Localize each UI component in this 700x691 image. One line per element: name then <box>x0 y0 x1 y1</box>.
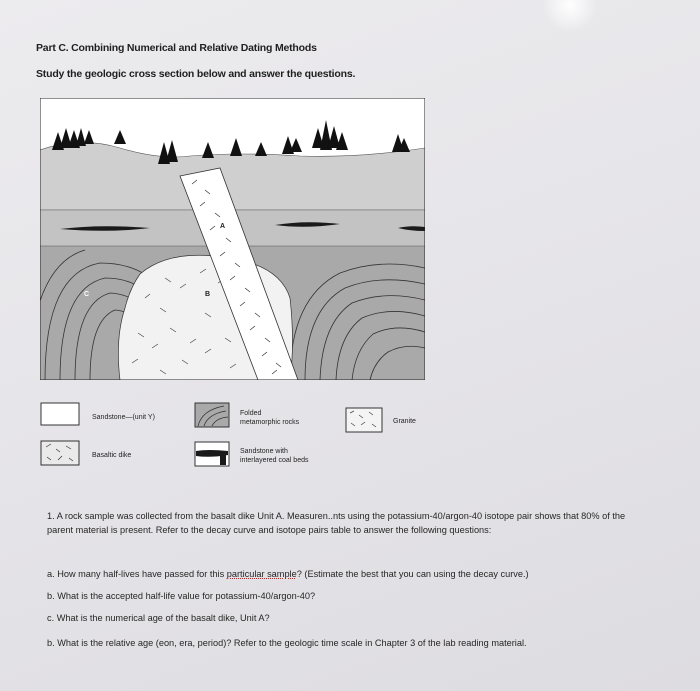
question-1b: b. What is the accepted half-life value for potassium-40/argon-40? <box>47 591 316 601</box>
legend-folded-label: Folded metamorphic rocks <box>240 410 300 426</box>
geologic-cross-section <box>40 98 425 380</box>
camera-glare <box>540 0 600 30</box>
legend-coal-swatch <box>194 441 230 467</box>
legend-sandstone-swatch <box>40 402 80 426</box>
instructions: Study the geologic cross section below and answer the questions. <box>36 68 356 80</box>
question-1c: c. What is the numerical age of the basalt dike, Unit A? <box>47 613 270 623</box>
question-1a: a. How many half-lives have passed for this particular sample? (Estimate the best that you can using the decay curve.) <box>47 569 529 579</box>
legend-granite-label: Granite <box>393 418 416 425</box>
legend-basaltic-swatch <box>40 440 80 466</box>
label-b: B <box>205 291 211 298</box>
page-title: Part C. Combining Numerical and Relative Dating Methods <box>36 42 317 54</box>
legend-folded-swatch <box>194 402 230 428</box>
label-a: A <box>220 223 226 230</box>
legend-coal-label: Sandstone with interlayered coal beds <box>240 448 309 464</box>
legend-sandstone-label: Sandstone—(unit Y) <box>92 414 155 421</box>
label-c: C <box>84 291 90 298</box>
question-1: 1. A rock sample was collected from the basalt dike Unit A. Measuren..nts using the potassium-40/argon-40 isotope pair shows that 80% of the parent material is present. Refer to the decay curve and isotope pairs table to answer the following questions: <box>47 511 626 535</box>
question-1d: b. What is the relative age (eon, era, period)? Refer to the geologic time scale in Chapter 3 of the lab reading material. <box>47 638 527 648</box>
legend-granite-swatch <box>345 407 383 433</box>
legend-basaltic-label: Basaltic dike <box>92 452 132 459</box>
